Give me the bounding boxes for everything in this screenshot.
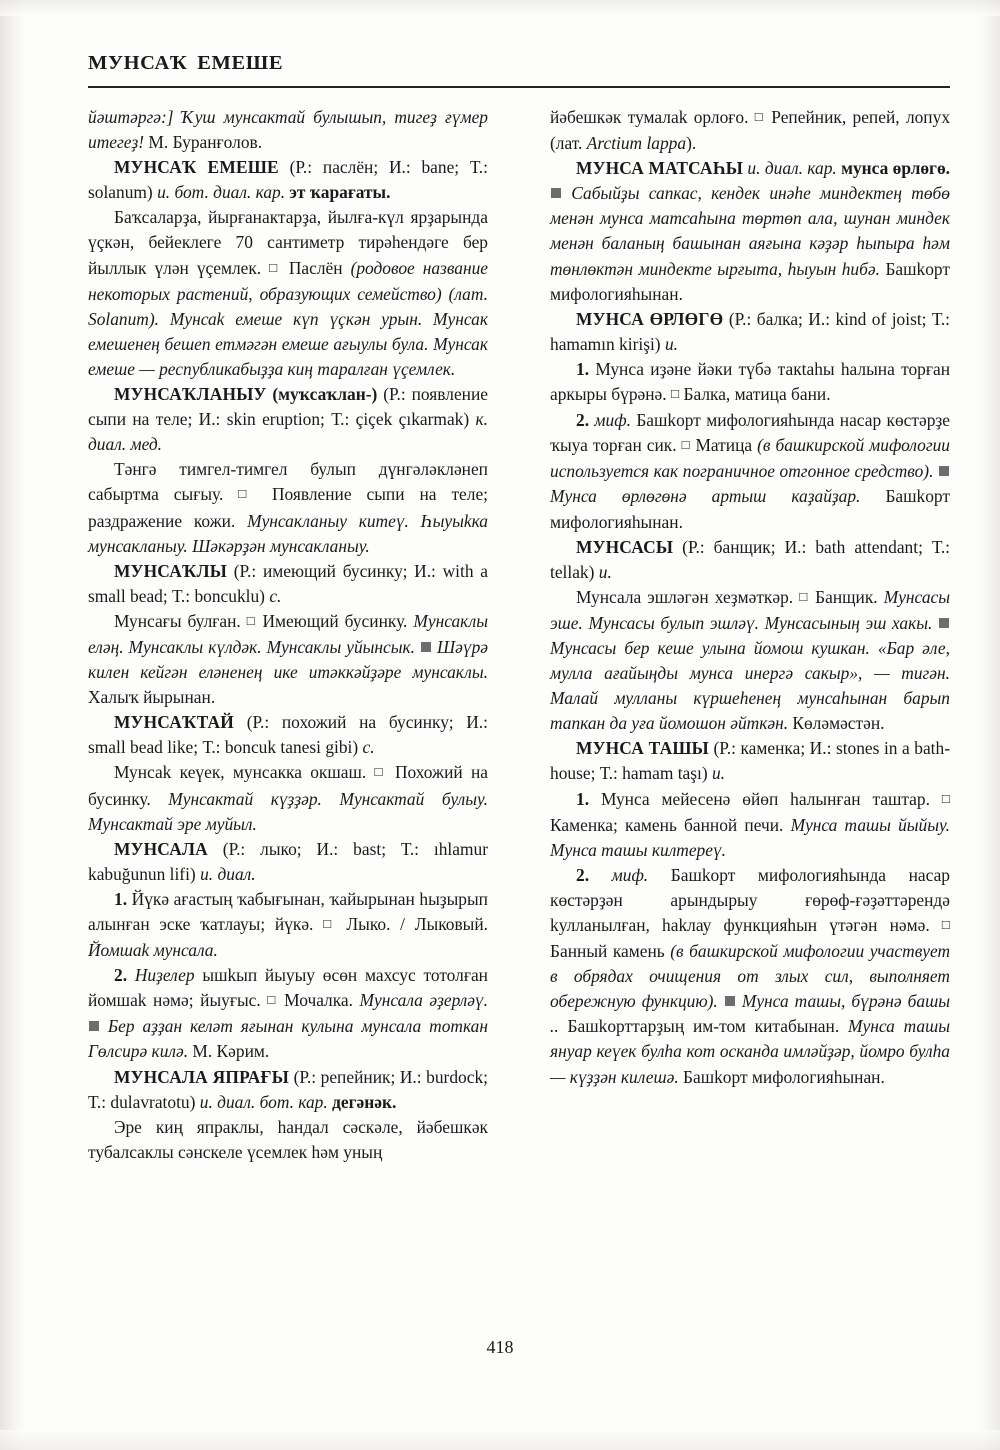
dictionary-entry bbox=[550, 535, 950, 585]
citation-marker-filled-icon bbox=[89, 1021, 99, 1031]
sense-number: 2. bbox=[576, 410, 590, 431]
italic-text: и. диал. bbox=[200, 863, 256, 884]
italic-text: Ниҙелер bbox=[127, 965, 195, 986]
sense-marker-open-icon: □ bbox=[941, 790, 950, 806]
entry-sense bbox=[88, 1115, 488, 1165]
column-left bbox=[88, 105, 488, 1165]
body-text: ышkып йыуыу өсөн махсус тотолған йомшаk нәмә; йыуғыс. bbox=[88, 965, 488, 1011]
entry-headword: МУНСА ТАШЫ bbox=[576, 738, 709, 759]
body-text: Көләмәстән. bbox=[792, 713, 885, 734]
sense-marker-open-icon: □ bbox=[269, 259, 281, 275]
entry-headword: МУНСАҠ ЕМЕШЕ bbox=[114, 157, 279, 178]
entry-sense bbox=[550, 408, 950, 534]
body-text: Появление сыпи на теле; раздражение кожи. bbox=[88, 484, 488, 531]
body-text: Башkорт мифологияһынан. bbox=[683, 1066, 885, 1087]
sense-marker-open-icon: □ bbox=[941, 917, 950, 932]
dictionary-entry bbox=[88, 1065, 488, 1115]
citation-marker-filled-icon bbox=[939, 618, 949, 628]
body-text: (Р.: репейник; И.: burdock; Т.: dulavratotu) bbox=[88, 1066, 488, 1112]
italic-text: и. диал. бот. кар. bbox=[199, 1091, 328, 1112]
italic-text: Сабыйҙы сапкас, кендек инәһе миндектең төбө менән мунса матсаһына төртөп ала, шунан миндек менән баланың башынан аяғына кәҙәр һыпыра һәм төнлөктән миндекте ырғыта, һыуын һибә. bbox=[550, 183, 950, 279]
paragraph-continuation bbox=[550, 105, 950, 156]
sense-marker-open-icon: □ bbox=[374, 764, 387, 780]
entry-headword: МУНСАҠЛЫ bbox=[114, 560, 227, 581]
dictionary-entry bbox=[550, 156, 950, 307]
body-text: Репейник, репей, лопух (лат. bbox=[550, 107, 951, 154]
entry-sense bbox=[550, 863, 950, 1090]
body-text: (Р.: похожий на бусинку; И.: small bead like; Т.: boncuk tanesi gibi) bbox=[88, 712, 488, 758]
body-text: Имеющий бусинку. bbox=[256, 610, 414, 631]
citation-marker-filled-icon bbox=[551, 188, 561, 198]
sense-marker-open-icon: □ bbox=[799, 588, 810, 604]
body-text: Балка, матица бани. bbox=[679, 384, 831, 405]
sense-marker-open-icon: □ bbox=[681, 437, 691, 453]
italic-text: Бер аҙҙан келәт яғынан кулына мунсала тоткан Гөлсирә килә. bbox=[88, 1016, 488, 1062]
sense-marker-open-icon: □ bbox=[267, 992, 278, 1008]
entry-headword: МУНСА ӨРЛӨГӨ bbox=[576, 308, 724, 329]
body-text: ). bbox=[686, 133, 697, 154]
sense-marker-open-icon: □ bbox=[670, 386, 680, 402]
paragraph-continuation bbox=[88, 105, 488, 155]
sense-marker-open-icon: □ bbox=[246, 612, 257, 628]
body-text: Банный камень bbox=[550, 941, 671, 962]
sense-marker-open-icon: □ bbox=[754, 109, 765, 124]
body-text: Йүкә ағастың ҡабығынан, ҡайырынан һыҙырып алынған эске ҡатлауы; йүкә. bbox=[88, 888, 488, 934]
cross-reference: (муҡсаҡлан-) bbox=[266, 384, 378, 405]
italic-text: и. диал. кар. bbox=[743, 158, 837, 179]
dictionary-entry bbox=[88, 155, 488, 205]
header-rule bbox=[88, 86, 950, 88]
entry-sense bbox=[550, 585, 950, 737]
entry-headword: МУНСАЛА bbox=[114, 838, 208, 859]
italic-text: Мунсасы бер кеше улына йомош кушкан. «Бар әле, мулла ағайыңды мунса инергә сакыр», — тигән. Малай мулланы күршеһенең мунсаһынан барып тапкан да уға йомошон әйткән. bbox=[550, 637, 950, 734]
entry-headword: МУНСАҠТАЙ bbox=[114, 712, 234, 733]
body-text: йәбешкәк тумалаk орлоғо. bbox=[550, 107, 755, 127]
body-text: (Р.: лыко; И.: bast; Т.: ıhlamur kabuğunun lifi) bbox=[88, 838, 488, 884]
italic-text: (в башкирской мифологии участвует в обрядах очищения от злых сил, выполняет обережную функцию). bbox=[550, 941, 951, 1012]
body-text: Эре киң япраклы, һандал сәскәле, йәбешкәк тубалсаклы сәнскеле үсемлек һәм уның bbox=[88, 1116, 488, 1162]
body-text: Башkорт мифологияһынан. bbox=[550, 258, 950, 304]
body-text: Банщик. bbox=[809, 586, 884, 607]
italic-text: и. bbox=[598, 561, 612, 582]
sense-marker-open-icon: □ bbox=[323, 916, 337, 931]
italic-text: с. bbox=[269, 585, 282, 606]
sense-number: 1. bbox=[576, 788, 590, 809]
italic-text: (в башкирской мифологии используется как пограничное отгонное средство). bbox=[550, 435, 951, 482]
body-text: Мунса мейесенә өйөп һалынған таштар. bbox=[589, 788, 942, 809]
body-text: (Р.: каменка; И.: stones in a bath-house; Т.: hamam taşı) bbox=[550, 738, 950, 784]
scan-edge-top bbox=[0, 0, 1000, 16]
body-text: Халыҡ йырынан. bbox=[88, 687, 216, 708]
body-text: Мунсағы булған. bbox=[114, 610, 247, 631]
scan-edge-right bbox=[978, 0, 1000, 1450]
entry-sense bbox=[88, 963, 488, 1064]
body-text: (Р.: банщик; И.: bath attendant; Т.: tellak) bbox=[550, 536, 950, 582]
italic-text: миф. bbox=[589, 864, 649, 885]
cross-reference: мунса өрлөгө. bbox=[836, 158, 950, 179]
dictionary-entry bbox=[550, 736, 950, 786]
italic-text: Мунсакланыу китеү. Һыуыkка мунсакланыу. Шәкәрҙән мунсакланыу. bbox=[88, 510, 488, 556]
cross-reference: эт ҡарағаты. bbox=[285, 182, 391, 203]
entry-sense bbox=[88, 205, 488, 382]
sense-marker-open-icon: □ bbox=[238, 486, 258, 502]
citation-marker-filled-icon bbox=[939, 466, 949, 476]
dictionary-entry bbox=[88, 559, 488, 609]
body-text: Каменка; камень банной печи. bbox=[550, 814, 791, 835]
italic-text: йәштәргә:] Ҡуш мунсактай булышып, тигеҙ ғүмер итегеҙ! bbox=[88, 107, 488, 153]
body-text: Башkорт мифологияһында насар көстәрҙән арындырыу ғөрөф-ғәҙәттәрендә kулланылған, һаkлау функцияһын үтәгән нәмә. bbox=[550, 864, 950, 935]
sense-number: 2. bbox=[114, 965, 128, 986]
body-text: Тәнгә тимгел-тимгел булып дүнгәләкләнеп сабыртма сығыу. bbox=[88, 459, 488, 505]
italic-text: Мунсактай күҙҙәр. Мунсактай булыу. Мунсактай эре муйыл. bbox=[88, 788, 488, 834]
italic-text: и. бот. диал. кар. bbox=[157, 182, 286, 203]
italic-text: Мунсала әҙерләү. bbox=[359, 990, 488, 1011]
dictionary-entry bbox=[550, 307, 950, 357]
italic-text: Мунсаклы еләң. Мунсаклы күлдәк. Мунсаклы уйынсык. bbox=[88, 610, 488, 657]
cross-reference: дегәнәк. bbox=[327, 1091, 397, 1112]
sense-number: 1. bbox=[576, 358, 590, 379]
entry-sense bbox=[550, 787, 950, 863]
body-text: М. Буранғолов. bbox=[144, 132, 263, 153]
italic-text: (родовое название некоторых растений, образующих семейство) (лат. Solanum). Мунсаk емеше күп үçкән урын. Мунсак емешенең бешеп етмәгән емеше ағыулы була. Мунсак емеше — республикабыҙҙа киң таралған үçемлек. bbox=[88, 257, 488, 379]
body-text: (Р.: балка; И.: kind of joist; Т.: hamamın kirişi) bbox=[550, 308, 950, 354]
entry-sense bbox=[88, 609, 488, 710]
entry-headword: МУНСАЛА bbox=[114, 1066, 208, 1087]
dictionary-entry bbox=[88, 837, 488, 887]
body-text: Мочалка. bbox=[277, 990, 360, 1011]
italic-text: Arctium lappa bbox=[586, 133, 687, 154]
entry-sense bbox=[88, 457, 488, 558]
page-number: 418 bbox=[486, 1337, 514, 1357]
scan-edge-left bbox=[0, 0, 26, 1450]
italic-text: Мунса ташы, бүрәнә башы .. bbox=[550, 991, 950, 1037]
entry-sense bbox=[88, 887, 488, 963]
column-right bbox=[550, 105, 950, 1090]
body-text: Башkорт мифологияһында насар көстәрҙе ҡыуа торған сик. bbox=[550, 410, 950, 456]
italic-text: и. bbox=[664, 333, 678, 354]
text-columns bbox=[88, 105, 950, 1305]
body-text: Матица bbox=[690, 435, 758, 456]
citation-marker-filled-icon bbox=[725, 996, 735, 1006]
body-text: М. Кәрим. bbox=[192, 1041, 270, 1062]
italic-text: Мунсасы эше. Мунсасы булып эшләү. Мунсасының эш хакы. bbox=[550, 586, 951, 633]
body-text: Баҡсаларҙа, йырғанактарҙа, йылға-күл ярҙарында үçкән, бейеклеге 70 сантиметр тирәһендәге бер йыллык үлән үçемлек. bbox=[88, 207, 488, 278]
italic-text: Мунса ташы йыйыу. Мунса ташы килтереү. bbox=[550, 814, 950, 860]
entry-headword: МУНСАСЫ bbox=[576, 536, 674, 557]
italic-text: к. диал. мед. bbox=[88, 409, 488, 455]
entry-sense bbox=[550, 357, 950, 408]
sense-number: 1. bbox=[114, 888, 128, 909]
dictionary-entry bbox=[88, 710, 488, 760]
italic-text: Йомшаk мунсала. bbox=[88, 940, 218, 961]
body-text: Башkорт мифологияһынан. bbox=[550, 486, 950, 532]
italic-text: Шәүрә килен кейгән еләненең ике итәккәйҙәре мунсаклы. bbox=[88, 636, 488, 683]
scan-edge-bottom bbox=[0, 1430, 1000, 1450]
body-text: Мунсаk кеүек, мунсакка окшаш. bbox=[114, 762, 375, 783]
italic-text: миф. bbox=[589, 410, 631, 431]
body-text: Похожий на бусинку. bbox=[88, 762, 489, 809]
body-text: (Р.: появление сыпи на теле; И.: skin eruption; Т.: çiçek çıkarmak) bbox=[88, 384, 488, 430]
entry-headword: МУНСА МАТСАҺЫ bbox=[576, 158, 744, 179]
body-text: Мунсала эшләгән хеҙмәткәр. bbox=[576, 586, 800, 607]
body-text: Мунса иҙәне йәки түбә такtаһы һалына торған аркыры бүрәнә. bbox=[550, 358, 950, 405]
body-text: Башkорттарҙың им-том китабынан. bbox=[567, 1016, 848, 1037]
body-text: Лыко. / Лыковый. bbox=[336, 914, 489, 934]
entry-sense bbox=[88, 760, 488, 836]
body-text: (Р.: имеющий бусинку; И.: with a small bead; Т.: boncuklu) bbox=[88, 560, 488, 606]
dictionary-entry bbox=[88, 382, 488, 457]
citation-marker-filled-icon bbox=[421, 642, 431, 652]
running-head: МУНСАҠ ЕМЕШЕ bbox=[88, 52, 284, 74]
italic-text: и. bbox=[711, 763, 726, 784]
body-text: (Р.: паслён; И.: bane; Т.: solanum) bbox=[88, 157, 488, 203]
italic-text: Мунса өрлөгөнә артыш каҙайҙар. bbox=[550, 486, 886, 507]
italic-text: Мунса ташы януар кеүек булһа кот осканда имләйҙәр, йомро булһа — күҙҙән килешә. bbox=[550, 1016, 950, 1087]
entry-headword: МУНСАҠЛАНЫУ bbox=[114, 384, 267, 405]
sense-number: 2. bbox=[576, 864, 590, 885]
body-text: Паслён bbox=[280, 257, 351, 278]
italic-text: с. bbox=[362, 737, 375, 758]
entry-headword: ЯПРАҒЫ bbox=[207, 1066, 290, 1087]
